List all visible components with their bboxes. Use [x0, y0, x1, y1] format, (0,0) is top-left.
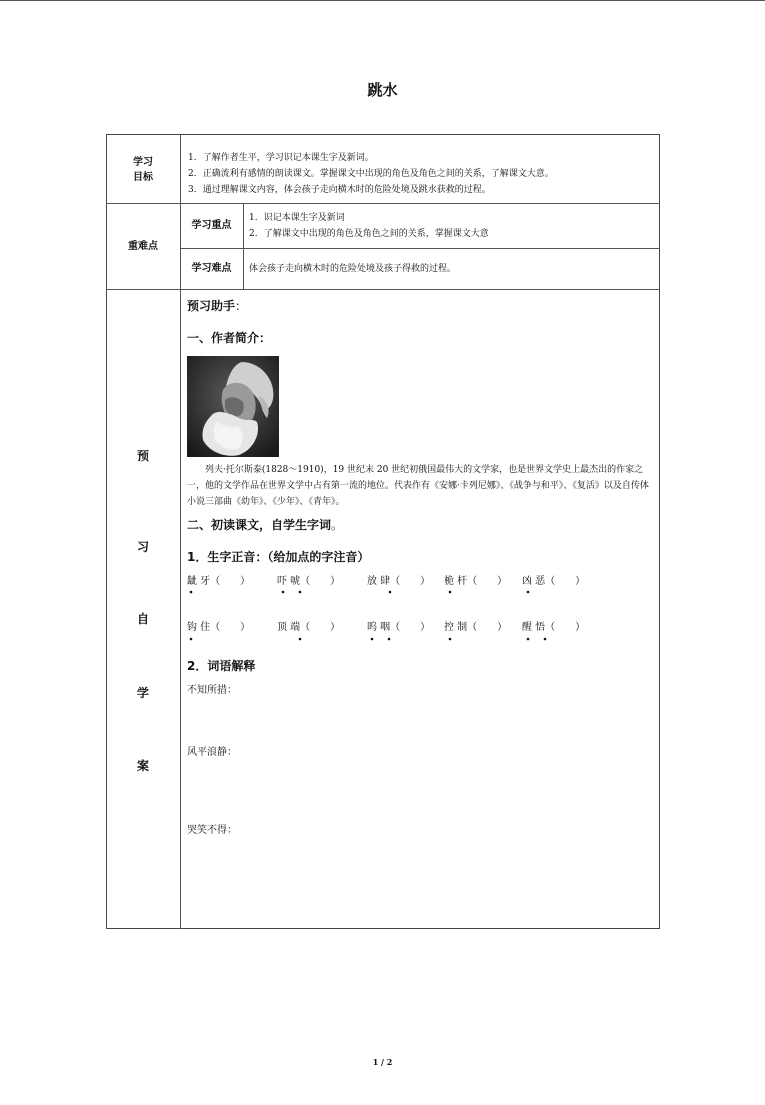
- pinyin-item: 顶 端（ ）: [277, 622, 341, 633]
- pinyin-item: 呜 咽（ ）: [367, 622, 431, 633]
- goal-item: 3．通过理解课文内容，体会孩子走向横木时的危险处境及跳水获救的过程。: [188, 185, 491, 195]
- side-char: 预: [137, 449, 150, 463]
- table-divider: [243, 203, 244, 289]
- top-rule: [0, 0, 765, 1]
- side-char: 案: [137, 759, 150, 773]
- emphasis-dots: [180, 634, 660, 644]
- pinyin-item: 放 肆（ ）: [367, 576, 431, 587]
- hard-point-text: 体会孩子走向横木时的危险处境及孩子得救的过程。: [249, 264, 457, 274]
- pinyin-item: 龇 牙（ ）: [187, 576, 251, 587]
- pinyin-item: 桅 杆（ ）: [444, 576, 508, 587]
- pinyin-item: 凶 恶（ ）: [522, 576, 586, 587]
- page-title: 跳水: [367, 81, 398, 99]
- goals-label-line2: 目标: [133, 172, 153, 183]
- page-number: 1 / 2: [372, 1057, 393, 1067]
- emphasis-dots: [180, 587, 660, 597]
- author-heading: 一、作者简介：: [187, 331, 272, 345]
- helper-heading: [187, 297, 247, 314]
- table-divider: [180, 248, 660, 249]
- side-char: 习: [137, 540, 150, 554]
- read-heading: [187, 516, 343, 533]
- author-bio-text: 列夫·托尔斯泰(1828～1910)，19 世纪末 20 世纪初俄国最伟大的文学家，也是世界文学史上最杰出的作家之一，他的文学作品在世界文学中占有第一流的地位。代表作有《安娜·卡列尼娜》、《战争与和平》、《复活》以及自传体小说三部曲《幼年》、《少年》、《青年》。: [187, 465, 649, 507]
- key-point-item: 2．了解课文中出现的角色及角色之间的关系，掌握课文大意: [249, 229, 489, 239]
- side-char: 学: [137, 686, 150, 700]
- goals-label-line1: 学习: [133, 157, 153, 168]
- difficulty-label: 重难点: [128, 241, 158, 252]
- words-heading: 2．词语解释: [187, 659, 256, 673]
- author-portrait: [187, 356, 279, 457]
- hard-points-label: 学习难点: [191, 263, 232, 274]
- term-item: 风平浪静：: [187, 747, 237, 758]
- pinyin-item: 钩 住（ ）: [187, 622, 251, 633]
- table-divider: [180, 134, 181, 929]
- table-divider: [106, 289, 660, 290]
- term-item: 哭笑不得：: [187, 825, 237, 836]
- key-points-label: 学习重点: [191, 220, 232, 231]
- term-item: 不知所措：: [187, 685, 237, 696]
- author-bio: [187, 462, 653, 510]
- table-divider: [106, 203, 660, 204]
- goals-label: [106, 155, 180, 185]
- read-heading-text: 二、初读课文，自学生字词: [187, 518, 332, 532]
- helper-heading-text: 预习助手: [187, 299, 236, 313]
- read-heading-period: 。: [331, 518, 344, 532]
- helper-heading-colon: ：: [235, 299, 248, 313]
- side-char: 自: [137, 612, 150, 626]
- pinyin-item: 醒 悟（ ）: [522, 622, 586, 633]
- goal-item: 1．了解作者生平，学习识记本课生字及新词。: [188, 153, 374, 163]
- pinyin-heading: 1．生字正音：（给加点的字注音）: [187, 550, 370, 564]
- key-point-item: 1．识记本课生字及新词: [249, 213, 345, 223]
- goal-item: 2．正确流利有感情的朗读课文。掌握课文中出现的角色及角色之间的关系，了解课文大意。: [188, 169, 554, 179]
- pinyin-item: 控 制（ ）: [444, 622, 508, 633]
- pinyin-item: 吓 唬（ ）: [277, 576, 341, 587]
